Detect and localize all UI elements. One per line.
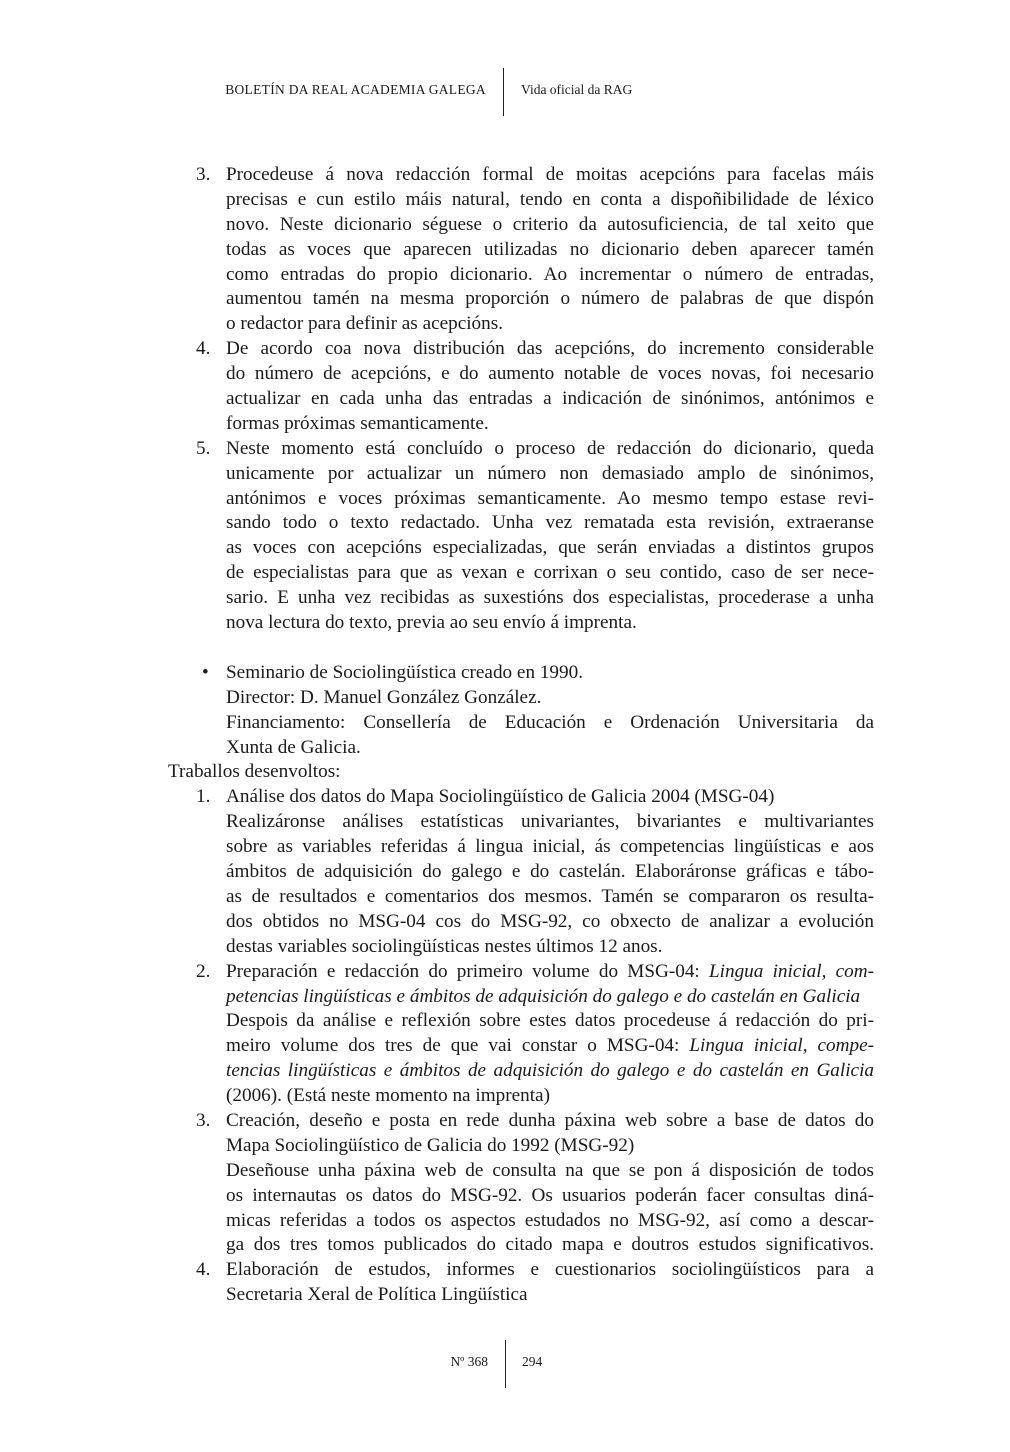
- work-item-2: [168, 960, 874, 1109]
- header-divider: [503, 68, 504, 116]
- paragraph-line: sario. E unha vez recibidas as suxestións dos especialistas, procederase a unha: [226, 587, 874, 609]
- list-number: 4.: [196, 338, 211, 360]
- seminar-title-line: [168, 661, 874, 686]
- paragraph-line: Despois da análise e reflexión sobre estes datos procedeuse á redacción do pri-: [226, 1010, 874, 1032]
- issue-number: Nº 368: [450, 1354, 488, 1369]
- work-title: Creación, deseño e posta en rede dunha páxina web sobre a base de datos do: [226, 1109, 874, 1131]
- seminar-funding-cont: Xunta de Galicia.: [226, 736, 361, 758]
- paragraph-line: de especialistas para que as vexan e corrixan o seu contido, caso de ser nece-: [226, 562, 874, 584]
- running-header: [0, 68, 1010, 116]
- work-title-line: [168, 1258, 874, 1283]
- list-number: 3.: [196, 1109, 211, 1131]
- paragraph-line: unicamente por actualizar un número non demasiado amplo de sinónimos,: [226, 462, 874, 484]
- paragraph-line: as de resultados e comentarios dos mesmos. Tamén se compararon os resulta-: [226, 885, 874, 907]
- paragraph-line: nova lectura do texto, previa ao seu envío á imprenta.: [226, 612, 637, 634]
- dictionary-item-4: [168, 337, 874, 437]
- paragraph-line: actualizar en cada unha das entradas a indicación de sinónimos, antónimos e: [226, 388, 874, 410]
- paragraph-line: ámbitos de adquisición do galego e do castelán. Elaboráronse gráficas e tábo-: [226, 861, 874, 883]
- book-title-italic: tencias lingüísticas e ámbitos de adquisición do galego e do castelán en Galicia: [226, 1060, 874, 1082]
- paragraph-line: Procedeuse á nova redacción formal de moitas acepcións para facelas máis: [226, 164, 874, 185]
- paragraph-text: meiro volume dos tres de que vai constar o MSG-04:: [226, 1035, 690, 1057]
- paragraph-line: os internautas os datos do MSG-92. Os usuarios poderán facer consultas diná-: [226, 1184, 874, 1206]
- work-item-3: [168, 1109, 874, 1258]
- list-item-line: [168, 337, 874, 362]
- seminar-title: Seminario de Sociolingüística creado en 1990.: [226, 661, 584, 683]
- work-title-cont: Secretaria Xeral de Política Lingüística: [226, 1284, 528, 1306]
- work-title-cont: [168, 985, 874, 1010]
- work-item-1: [168, 785, 874, 959]
- paragraph-line: novo. Neste dicionario séguese o criterio da autosuficiencia, de tal xeito que: [226, 213, 874, 235]
- work-title-italic: Lingua inicial, com-: [708, 960, 874, 982]
- paragraph-line: todas as voces que aparecen utilizadas no dicionario deben aparecer tamén: [226, 238, 874, 260]
- paragraph-line: ga dos tres tomos publicados do citado mapa e doutros estudos significativos.: [226, 1234, 874, 1256]
- bullet-icon: •: [202, 661, 209, 683]
- paragraph-line: aumentou tamén na mesma proporción o número de palabras de que dispón: [226, 288, 874, 310]
- work-title: Elaboración de estudos, informes e cuestionarios sociolingüísticos para a: [226, 1259, 874, 1281]
- work-title-line: [168, 1109, 874, 1134]
- paragraph-line: (2006). (Está neste momento na imprenta): [226, 1085, 550, 1107]
- list-item-line: [168, 437, 874, 462]
- section-title: Vida oficial da RAG: [521, 82, 633, 97]
- paragraph-line: dos obtidos no MSG-04 cos do MSG-92, co obxecto de analizar a evolución: [226, 910, 874, 932]
- seminar-funding: Financiamento: Consellería de Educación e Ordenación Universitaria da: [226, 711, 874, 733]
- paragraph-line: como entradas do propio dicionario. Ao incrementar o número de entradas,: [226, 263, 874, 285]
- work-title-line: [168, 785, 874, 810]
- running-footer: [0, 1340, 1010, 1388]
- paragraph-line: destas variables sociolingüísticas nestes últimos 12 anos.: [226, 935, 663, 957]
- seminar-block: [168, 661, 874, 761]
- paragraph-line: sando todo o texto redactado. Unha vez rematada esta revisión, extraeranse: [226, 512, 874, 534]
- paragraph-line: as voces con acepcións especializadas, que serán enviadas a distintos grupos: [226, 537, 874, 559]
- work-item-4: [168, 1258, 874, 1308]
- paragraph-line: antónimos e voces próximas semanticamente. Ao mesmo tempo estase revi-: [226, 487, 874, 509]
- footer-divider: [505, 1340, 506, 1388]
- dictionary-item-3: [168, 163, 874, 337]
- page-body: [168, 163, 874, 1308]
- paragraph-line: [168, 1034, 874, 1059]
- paragraph-line: precisas e cun estilo máis natural, tendo en conta a dispoñibilidade de léxico: [226, 188, 874, 210]
- paragraph-line: Deseñouse unha páxina web de consulta na que se pon á disposición de todos: [226, 1159, 874, 1181]
- page-number: 294: [522, 1354, 543, 1369]
- paragraph-line: formas próximas semanticamente.: [226, 412, 489, 434]
- journal-title: BOLETÍN DA REAL ACADEMIA GALEGA: [225, 82, 486, 97]
- list-item-line: [168, 163, 874, 188]
- list-number: 5.: [196, 437, 211, 459]
- dictionary-item-5: [168, 437, 874, 636]
- paragraph-line: sobre as variables referidas á lingua inicial, ás competencias lingüísticas e aos: [226, 836, 874, 858]
- works-heading: Traballos desenvoltos:: [168, 761, 341, 783]
- paragraph-line: [168, 1059, 874, 1084]
- list-number: 2.: [196, 960, 211, 982]
- work-title-line: [168, 960, 874, 985]
- list-number: 4.: [196, 1259, 211, 1281]
- paragraph-line: De acordo coa nova distribución das acepcións, do incremento considerable: [226, 338, 874, 360]
- paragraph-line: micas referidas a todos os aspectos estudados no MSG-92, así como a descar-: [226, 1209, 874, 1231]
- work-title-cont: Mapa Sociolingüístico de Galicia do 1992 (MSG-92): [226, 1134, 635, 1156]
- paragraph-line: o redactor para definir as acepcións.: [226, 313, 504, 335]
- paragraph-line: Neste momento está concluído o proceso de redacción do dicionario, queda: [226, 437, 874, 459]
- seminar-director: Director: D. Manuel González González.: [226, 686, 542, 708]
- work-title: Análise dos datos do Mapa Sociolingüístico de Galicia 2004 (MSG-04): [226, 786, 775, 808]
- spacer: [168, 636, 874, 661]
- list-number: 3.: [196, 164, 211, 185]
- paragraph-line: do número de acepcións, e do aumento notable de voces novas, foi necesario: [226, 363, 874, 385]
- book-title-italic: Lingua inicial, compe-: [689, 1035, 874, 1057]
- work-title: Preparación e redacción do primeiro volume do MSG-04:: [226, 960, 709, 982]
- list-number: 1.: [196, 786, 211, 808]
- paragraph-line: Realizáronse análises estatísticas univariantes, bivariantes e multivariantes: [226, 811, 874, 833]
- work-title-italic: petencias lingüísticas e ámbitos de adquisición do galego e do castelán en Galicia: [226, 985, 861, 1007]
